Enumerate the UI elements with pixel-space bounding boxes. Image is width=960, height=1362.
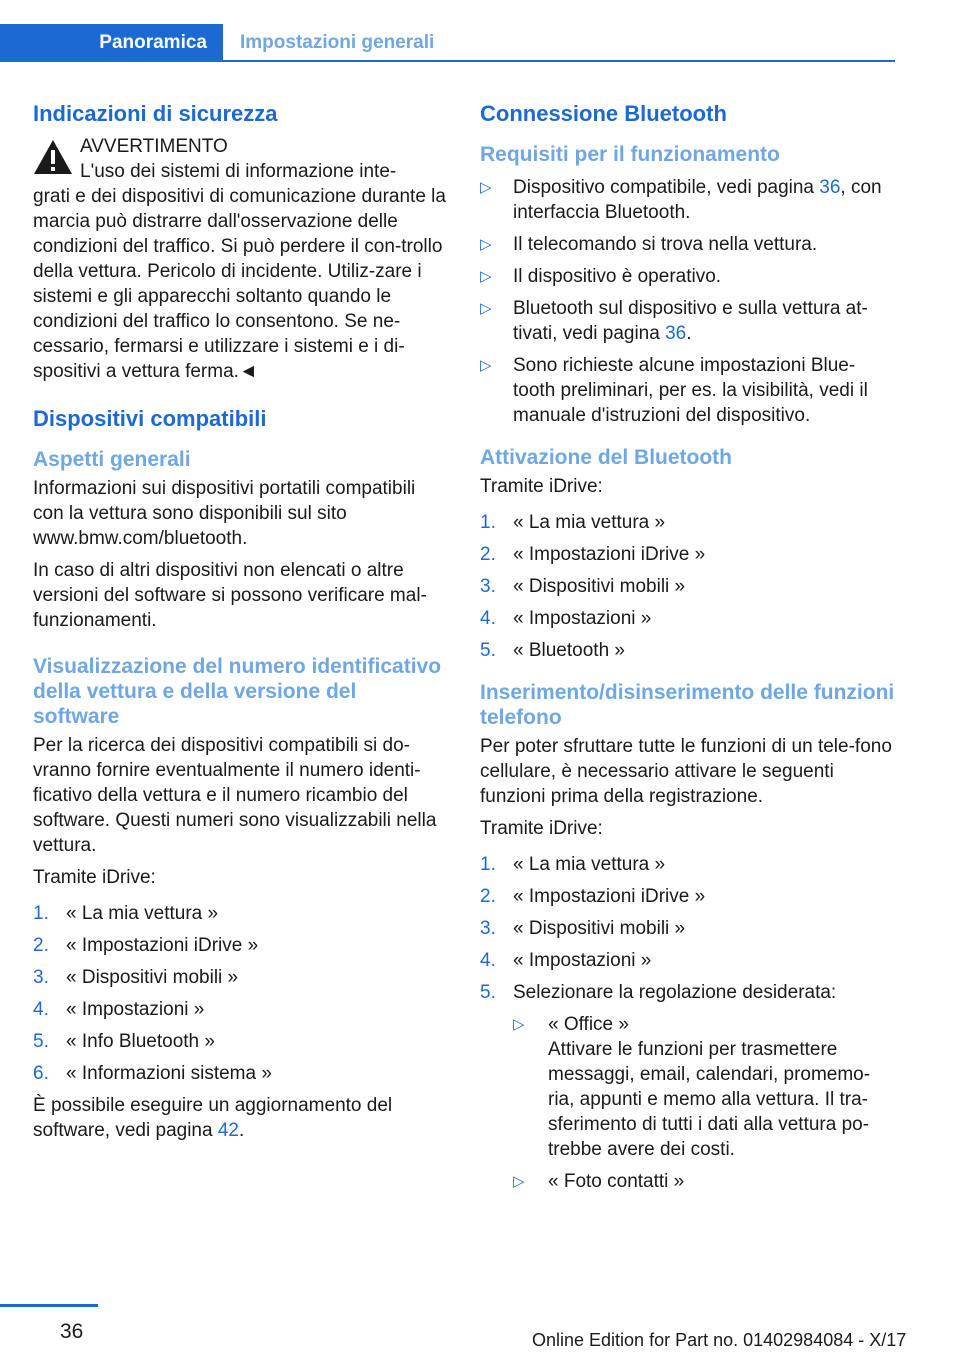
list-item (480, 980, 895, 1005)
step-text: « Impostazioni » (66, 999, 205, 1020)
list-item (513, 1169, 895, 1194)
bullet-triangle-icon: ▷ (513, 1173, 525, 1190)
list-item (513, 1012, 895, 1162)
step-text: « Informazioni sistema » (66, 1063, 272, 1084)
step-number: 1. (480, 854, 496, 875)
step-text: « Dispositivi mobili » (66, 967, 239, 988)
list-item (480, 852, 895, 877)
bluetooth-heading: Connessione Bluetooth (480, 101, 727, 126)
list-item (33, 1061, 448, 1086)
update-text: È possibile eseguire un aggiornamento del software, vedi pagina (33, 1095, 393, 1141)
list-item (480, 296, 895, 346)
list-item (480, 542, 895, 567)
req-text: Dispositivo compatibile, vedi pagina (513, 177, 820, 198)
step-text: « Dispositivi mobili » (513, 576, 686, 597)
edition-text: Online Edition for Part no. 01402984084 - X/17 (532, 1330, 907, 1350)
step-text: Selezionare la regolazione desiderata: (513, 982, 837, 1003)
display-steps-list (33, 901, 448, 1086)
update-end: . (238, 1120, 245, 1141)
list-item (480, 916, 895, 941)
update-paragraph (33, 1093, 448, 1143)
list-item (480, 264, 895, 289)
activation-via: Tramite iDrive: (480, 476, 603, 497)
page-link-42[interactable]: 42 (217, 1120, 239, 1141)
tab-impostazioni-label: Impostazioni generali (240, 32, 435, 53)
step-number: 4. (480, 950, 496, 971)
phone-via: Tramite iDrive: (480, 818, 603, 839)
sub-item-title: « Office » (548, 1014, 629, 1035)
list-item (480, 353, 895, 428)
step-number: 3. (480, 918, 496, 939)
step-number: 2. (33, 935, 49, 956)
left-column (33, 100, 448, 1150)
req-text: Il telecomando si trova nella vettura. (513, 234, 818, 255)
list-item (33, 997, 448, 1022)
warning-block (33, 134, 448, 384)
bullet-triangle-icon: ▷ (480, 268, 492, 285)
step-number: 4. (480, 608, 496, 629)
warning-triangle-icon (33, 139, 73, 175)
general-paragraph-1: Informazioni sui dispositivi portatili compatibili con la vettura sono disponibili sul sito www.bmw.com/bluetooth. (33, 478, 416, 549)
req-text: Sono richieste alcune impostazioni Blue-tooth preliminari, per es. la visibilità, vedi il manuale d'istruzioni del dispositivo. (513, 355, 868, 426)
warning-title: AVVERTIMENTO (80, 136, 228, 157)
phone-functions-heading: Inserimento/disinserimento delle funzioni telefono (480, 681, 895, 729)
phone-paragraph: Per poter sfruttare tutte le funzioni di un tele-fono cellulare, è necessario attivare le seguenti funzioni prima della registrazione. (480, 736, 892, 807)
page-link-36[interactable]: 36 (665, 323, 687, 344)
tab-impostazioni-generali[interactable] (240, 24, 434, 62)
req-text-end: , con interfaccia Bluetooth. (513, 177, 882, 223)
list-item (480, 638, 895, 663)
warning-text-first: L'uso dei sistemi di informazione inte- (80, 161, 397, 182)
bullet-triangle-icon: ▷ (480, 179, 492, 196)
general-heading: Aspetti generali (33, 448, 191, 471)
step-number: 2. (480, 886, 496, 907)
safety-heading: Indicazioni di sicurezza (33, 101, 278, 126)
bullet-triangle-icon: ▷ (480, 357, 492, 374)
compat-heading: Dispositivi compatibili (33, 406, 267, 431)
step-number: 2. (480, 544, 496, 565)
step-number: 1. (33, 903, 49, 924)
bullet-triangle-icon: ▷ (480, 300, 492, 317)
display-paragraph: Per la ricerca dei dispositivi compatibili si do-vranno fornire eventualmente il numero identi-ficativo della vettura e il numero ricambio del software. Questi numeri sono visualizzabili nella vettura. (33, 735, 437, 856)
list-item (480, 232, 895, 257)
list-item (33, 1029, 448, 1054)
step-number: 5. (480, 640, 496, 661)
sub-item-title: « Foto contatti » (548, 1171, 685, 1192)
list-item (480, 574, 895, 599)
general-paragraph-2: In caso di altri dispositivi non elencati o altre versioni del software si possono verificare mal-funzionamenti. (33, 560, 427, 631)
step-number: 3. (480, 576, 496, 597)
step-text: « La mia vettura » (66, 903, 219, 924)
step-text: « Bluetooth » (513, 640, 625, 661)
sub-item-desc: Attivare le funzioni per trasmettere messaggi, email, calendari, promemo-ria, appunti e memo alla vettura. Il tra-sferimento di tutti i dati alla vettura po-trebbe avere dei costi. (548, 1039, 871, 1160)
step-text: « Impostazioni iDrive » (66, 935, 259, 956)
requirements-heading: Requisiti per il funzionamento (480, 143, 780, 166)
list-item (33, 933, 448, 958)
right-column (480, 100, 895, 1201)
req-text-end: . (686, 323, 692, 344)
list-item (480, 175, 895, 225)
list-item (480, 948, 895, 973)
step-text: « Impostazioni » (513, 608, 652, 629)
step-text: « Impostazioni » (513, 950, 652, 971)
warning-text: grati e dei dispositivi di comunicazione durante la marcia può distrarre dall'osservazione delle condizioni del traffico. Si può perdere il con-trollo della vettura. Pericolo di incidente. Utiliz-zare i sistemi e gli apparecchi soltanto quando le condizioni del traffico lo consentono. Se ne-cessario, fermarsi e utilizzare i sistemi e i di-spositivi a vettura ferma.◄ (33, 186, 446, 382)
list-item (33, 901, 448, 926)
step-number: 5. (480, 982, 496, 1003)
step-text: « Impostazioni iDrive » (513, 544, 706, 565)
step-number: 5. (33, 1031, 49, 1052)
req-text: Bluetooth sul dispositivo e sulla vettura at-tivati, vedi pagina (513, 298, 868, 344)
step-text: « Dispositivi mobili » (513, 918, 686, 939)
page-link-36[interactable]: 36 (819, 177, 841, 198)
step-number: 1. (480, 512, 496, 533)
step-text: « La mia vettura » (513, 854, 666, 875)
step-text: « Info Bluetooth » (66, 1031, 215, 1052)
bullet-triangle-icon: ▷ (513, 1016, 525, 1033)
bullet-triangle-icon: ▷ (480, 236, 492, 253)
activation-heading: Attivazione del Bluetooth (480, 446, 732, 469)
header-rule (223, 60, 895, 62)
step-text: « La mia vettura » (513, 512, 666, 533)
step-number: 3. (33, 967, 49, 988)
sub-list (513, 1012, 895, 1194)
list-item (33, 965, 448, 990)
footer-rule (0, 1304, 98, 1307)
step-text: « Impostazioni iDrive » (513, 886, 706, 907)
page-number: 36 (60, 1320, 84, 1343)
tab-panoramica[interactable] (0, 24, 223, 62)
header-bar (0, 24, 895, 62)
list-item (480, 510, 895, 535)
display-heading: Visualizzazione del numero identificativo della vettura e della versione del software (33, 655, 442, 728)
list-item (480, 606, 895, 631)
tab-panoramica-label: Panoramica (99, 32, 207, 53)
step-number: 4. (33, 999, 49, 1020)
list-item (480, 884, 895, 909)
req-text: Il dispositivo è operativo. (513, 266, 722, 287)
display-via: Tramite iDrive: (33, 867, 156, 888)
step-number: 6. (33, 1063, 49, 1084)
